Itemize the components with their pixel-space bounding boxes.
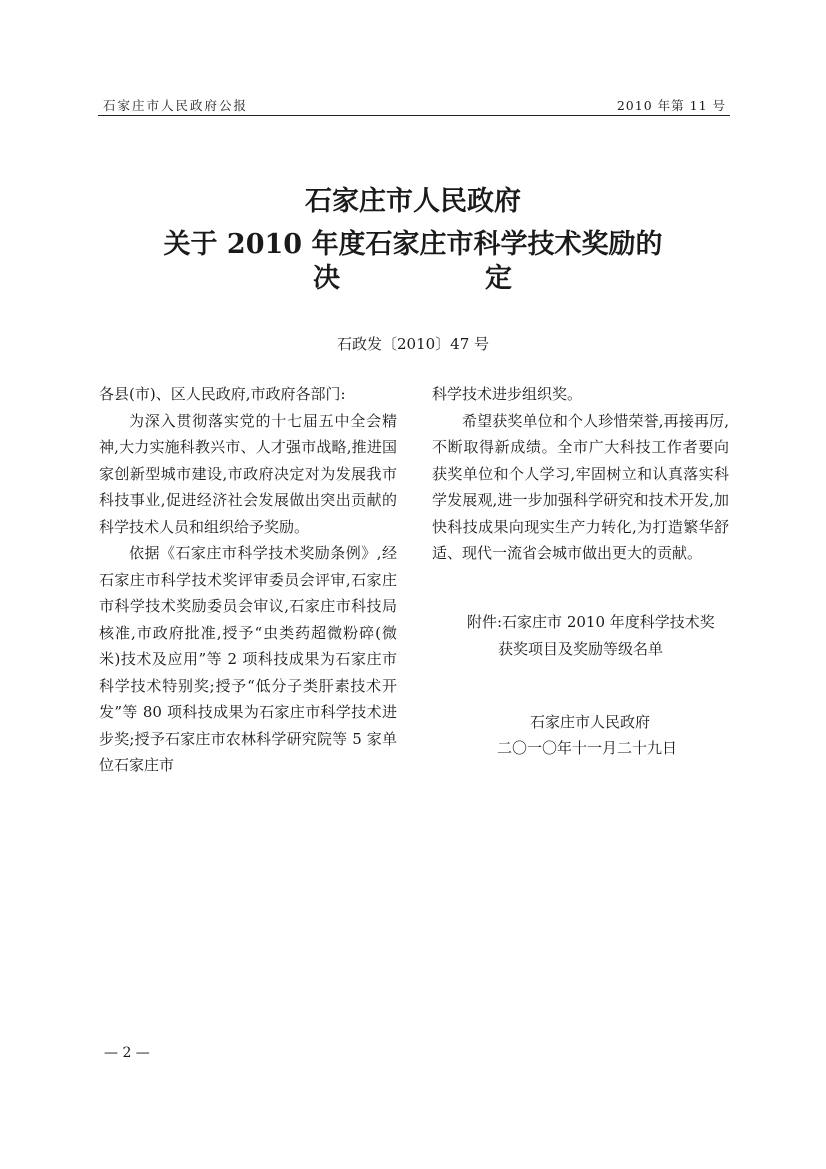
document-title-line1: 石家庄市人民政府 — [305, 186, 521, 217]
body-column-left — [99, 381, 397, 779]
signature-organization: 石家庄市人民政府 — [530, 713, 651, 731]
attachment-note — [467, 609, 715, 662]
document-title-line2: 关于 2010 年度石家庄市科学技术奖励的 — [163, 229, 663, 260]
document-title-line3-a: 决 — [313, 263, 340, 294]
attachment-line2: 获奖项目及奖励等级名单 — [498, 639, 664, 658]
signature-date: 二〇一〇年十一月二十九日 — [497, 739, 678, 757]
document-title-line3-b: 定 — [485, 263, 512, 294]
page-number: — 2 — — [104, 1045, 150, 1061]
header-publication-name: 石家庄市人民政府公报 — [103, 98, 249, 113]
document-number: 石政发〔2010〕47 号 — [336, 335, 490, 353]
body-column-right — [432, 381, 729, 567]
header-divider — [98, 115, 730, 116]
body-paragraph-3: 希望获奖单位和个人珍惜荣誉,再接再厉,不断取得新成绩。全市广大科技工作者要向获奖单位和个人学习,牢固树立和认真落实科学发展观,进一步加强科学研究和技术开发,加快科技成果向现实生产力转化,为打造繁华舒适、现代一流省会城市做出更大的贡献。 — [432, 411, 729, 562]
salutation: 各县(市)、区人民政府,市政府各部门: — [99, 385, 346, 403]
body-paragraph-1: 为深入贯彻落实党的十七届五中全会精神,大力实施科教兴市、人才强市战略,推进国家创新型城市建设,市政府决定对为发展我市科技事业,促进经济社会发展做出突出贡献的科学技术人员和组织给予奖励。 — [99, 411, 397, 536]
attachment-line1: 附件:石家庄市 2010 年度科学技术奖 — [467, 613, 715, 631]
header-issue-number: 2010 年第 11 号 — [616, 98, 726, 113]
body-paragraph-2-continued: 科学技术进步组织奖。 — [432, 385, 583, 403]
body-paragraph-2: 依据《石家庄市科学技术奖励条例》,经石家庄市科学技术奖评审委员会评审,石家庄市科学技术奖励委员会审议,石家庄市科技局核准,市政府批准,授予“虫类药超微粉碎(微米)技术及应用”等 2 项科技成果为石家庄市科学技术特别奖;授予“低分子类肝素技术开发”等 80 项科技成果为石家庄市科学技术进步奖;授予石家庄市农林科学研究院等 5 家单位石家庄市 — [99, 544, 397, 774]
